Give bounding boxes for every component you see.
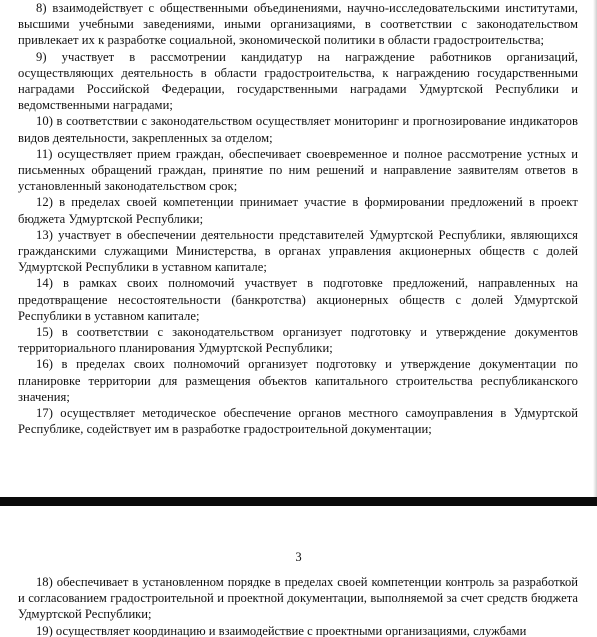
paragraph-19: 19) осуществляет координацию и взаимодействие с проектными организациями, службами — [36, 623, 527, 637]
document-page-lower — [0, 506, 597, 637]
paragraph-18: 18) обеспечивает в установленном порядке в пределах своей компетенции контроль за разработкой и согласованием градостроительной и проектной документации, выполняемой за счет средств бюджета Удмуртской Республики; — [18, 575, 578, 622]
paragraph-8: 8) взаимодействует с общественными объединениями, научно-исследовательскими институтами, высшими учебными заведениями, иными организациями, в соответствии с законодательством привлекает их к разработке социальной, экономической политики в области градостроительства; — [18, 1, 578, 48]
paragraph-10: 10) в соответствии с законодательством осуществляет мониторинг и прогнозирование индикаторов видов деятельности, закрепленных за отделом; — [18, 114, 578, 145]
page-number: 3 — [295, 550, 302, 564]
paragraph-17: 17) осуществляет методическое обеспечение органов местного самоуправления в Удмуртской Республике, содействует им в разработке градостроительной документации; — [18, 406, 578, 437]
paragraph-11: 11) осуществляет прием граждан, обеспечивает своевременное и полное рассмотрение устных и письменных обращений граждан, принятие по ним решений и направление заявителям ответов в установленный законодательством срок; — [18, 146, 578, 194]
upper-text-block — [18, 0, 578, 437]
paragraph-13: 13) участвует в обеспечении деятельности представителей Удмуртской Республики, являющихся гражданскими служащими Министерства, в органах управления акционерных обществ с долей Удмуртской Республики в уставном капитале; — [18, 227, 578, 275]
paragraph-16: 16) в пределах своих полномочий организует подготовку и утверждение документации по планировке территории для размещения объектов капитального строительства республиканского значения; — [18, 357, 578, 404]
lower-text-block — [18, 574, 578, 637]
paragraph-15: 15) в соответствии с законодательством организует подготовку и утверждение документов территориального планирования Удмуртской Республики; — [18, 325, 578, 356]
page-edge-shadow — [593, 0, 597, 497]
paragraph-14: 14) в рамках своих полномочий участвует в подготовке предложений, направленных на предотвращение несостоятельности (банкротства) акционерных обществ с долей Удмуртской Республики в уставном капитале; — [18, 276, 578, 323]
paragraph-12: 12) в пределах своей компетенции принимает участие в формировании предложений в проект бюджета Удмуртской Республики; — [18, 195, 578, 226]
paragraph-9: 9) участвует в рассмотрении кандидатур на награждение работников организаций, осуществляющих деятельность в области градостроительства, к награждению государственными наградами Российской Федерации, государственными наградами Удмуртской Республики и ведомственными наградами; — [18, 49, 578, 113]
page-break-divider — [0, 497, 597, 506]
